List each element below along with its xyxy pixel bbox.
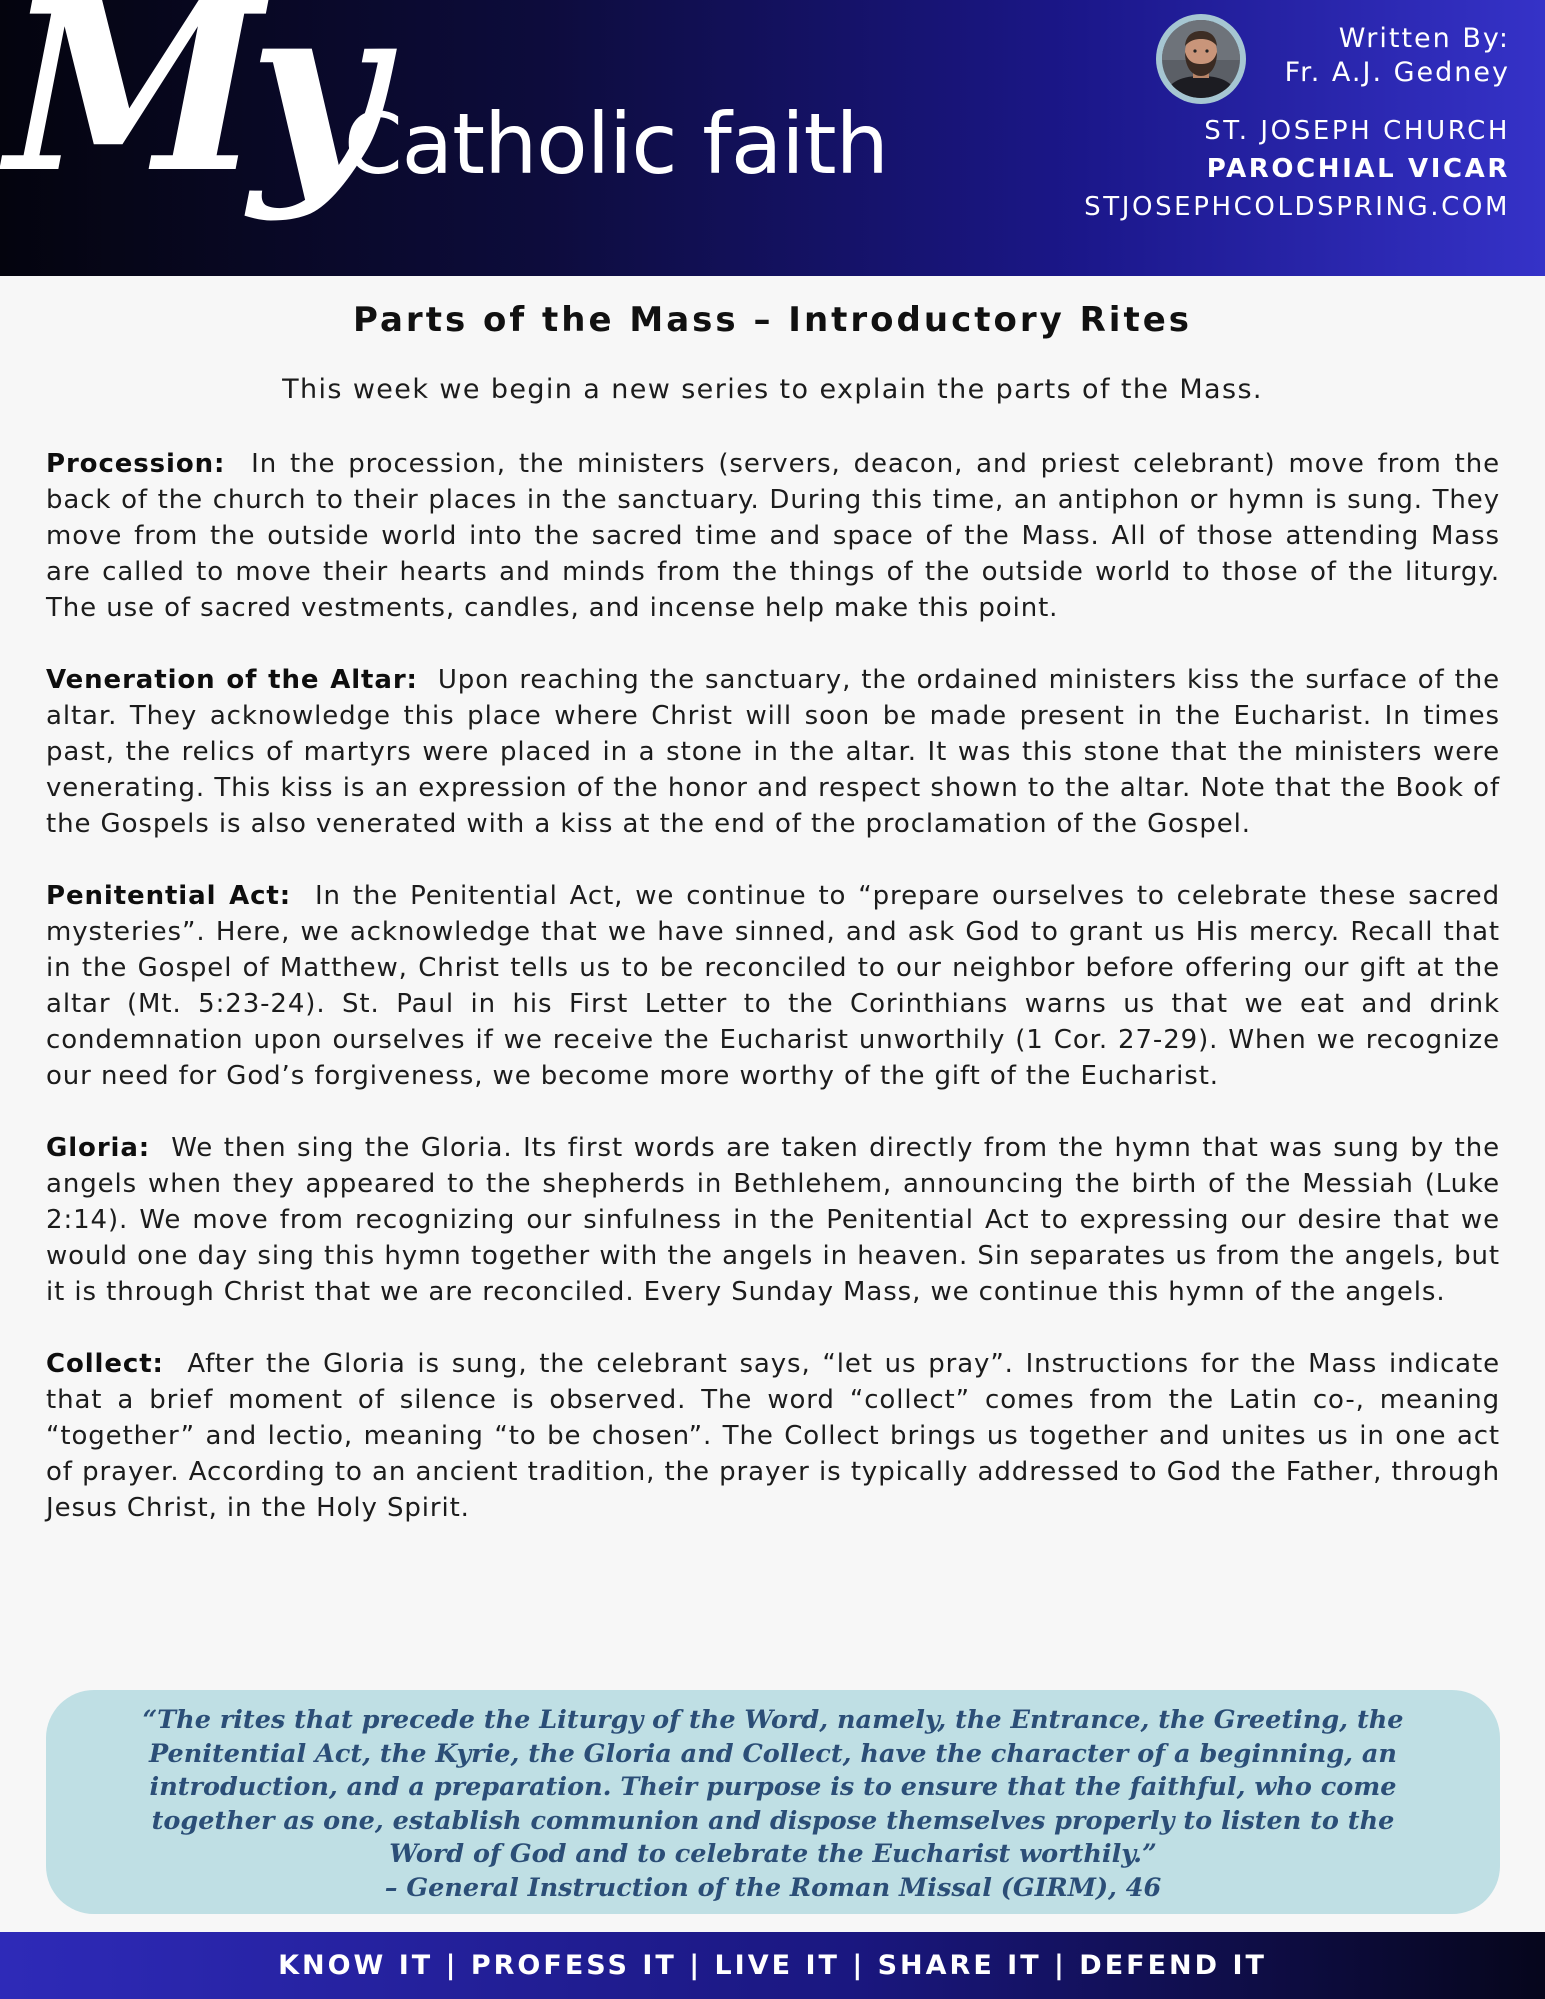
- author-name: Fr. A.J. Gedney: [1284, 57, 1510, 88]
- quote-text: “The rites that precede the Liturgy of the Word, namely, the Entrance, the Greeting, the Penitential Act, the Kyrie, the Gloria and Collect, have the character of a beginning, an introduction, and a preparation. Their purpose is to ensure that the faithful, who come together as one, establish communion and dispose themselves properly to listen to the Word of God and to celebrate the Eucharist worthily.”: [142, 1705, 1404, 1869]
- section-penitential-act: [46, 878, 1500, 1094]
- section-procession: [46, 446, 1500, 626]
- header-banner: [0, 0, 1545, 276]
- church-info: [1084, 112, 1510, 226]
- section-heading: Gloria:: [46, 1133, 151, 1163]
- author-info: [1285, 22, 1510, 90]
- section-veneration-of-the-altar: [46, 662, 1500, 842]
- section-text: In the procession, the ministers (servers, deacon, and priest celebrant) move from the back of the church to their places in the sanctuary. During this time, an antiphon or hymn is sung. They move from the outside world into the sacred time and space of the Mass. All of those attending Mass are called to move their hearts and minds from the things of the outside world to those of the liturgy. The use of sacred vestments, candles, and incense help make this point.: [46, 449, 1500, 623]
- section-text: In the Penitential Act, we continue to “prepare ourselves to celebrate these sacred mysteries”. Here, we acknowledge that we have sinned, and ask God to grant us His mercy. Recall that in the Gospel of Matthew, Christ tells us to be reconciled to our neighbor before offering our gift at the altar (Mt. 5:23-24). St. Paul in his First Letter to the Corinthians warns us that we eat and drink condemnation upon ourselves if we receive the Eucharist unworthily (1 Cor. 27-29). When we recognize our need for God’s forgiveness, we become more worthy of the gift of the Eucharist.: [46, 881, 1500, 1091]
- church-name: ST. JOSEPH CHURCH: [1204, 116, 1510, 146]
- author-avatar-icon: [1156, 14, 1246, 104]
- logo-catholic-faith: Catholic faith: [344, 95, 888, 193]
- article-title: Parts of the Mass – Introductory Rites: [352, 300, 1192, 340]
- logo-my: My: [6, 0, 370, 224]
- footer-tagline: KNOW IT | PROFESS IT | LIVE IT | SHARE IT | DEFEND IT: [278, 1950, 1267, 1981]
- section-collect: [46, 1346, 1500, 1526]
- quote-box: [46, 1690, 1500, 1914]
- church-website-link[interactable]: STJOSEPHCOLDSPRING.COM: [1084, 192, 1510, 222]
- author-role: PAROCHIAL VICAR: [1206, 154, 1510, 184]
- written-by-label: Written By:: [1338, 23, 1510, 54]
- section-text: We then sing the Gloria. Its first words are taken directly from the hymn that was sung by the angels when they appeared to the shepherds in Bethlehem, announcing the birth of the Messiah (Luke 2:14). We move from recognizing our sinfulness in the Penitential Act to expressing our desire that we would one day sing this hymn together with the angels in heaven. Sin separates us from the angels, but it is through Christ that we are reconciled. Every Sunday Mass, we continue this hymn of the angels.: [46, 1133, 1500, 1307]
- article-body: [46, 446, 1500, 1562]
- footer-banner: [0, 1932, 1545, 1999]
- section-heading: Veneration of the Altar:: [46, 665, 418, 695]
- quote-source: – General Instruction of the Roman Missal (GIRM), 46: [384, 1872, 1162, 1903]
- section-text: Upon reaching the sanctuary, the ordained ministers kiss the surface of the altar. They acknowledge this place where Christ will soon be made present in the Eucharist. In times past, the relics of martyrs were placed in a stone in the altar. It was this stone that the ministers were venerating. This kiss is an expression of the honor and respect shown to the altar. Note that the Book of the Gospels is also venerated with a kiss at the end of the proclamation of the Gospel.: [46, 665, 1500, 839]
- section-heading: Procession:: [46, 449, 226, 479]
- section-gloria: [46, 1130, 1500, 1310]
- section-text: After the Gloria is sung, the celebrant says, “let us pray”. Instructions for the Mass indicate that a brief moment of silence is observed. The word “collect” comes from the Latin co-, meaning “together” and lectio, meaning “to be chosen”. The Collect brings us together and unites us in one act of prayer. According to an ancient tradition, the prayer is typically addressed to God the Father, through Jesus Christ, in the Holy Spirit.: [46, 1349, 1500, 1523]
- section-heading: Collect:: [46, 1349, 164, 1379]
- article-intro: This week we begin a new series to explain the parts of the Mass.: [282, 374, 1263, 405]
- section-heading: Penitential Act:: [46, 881, 292, 911]
